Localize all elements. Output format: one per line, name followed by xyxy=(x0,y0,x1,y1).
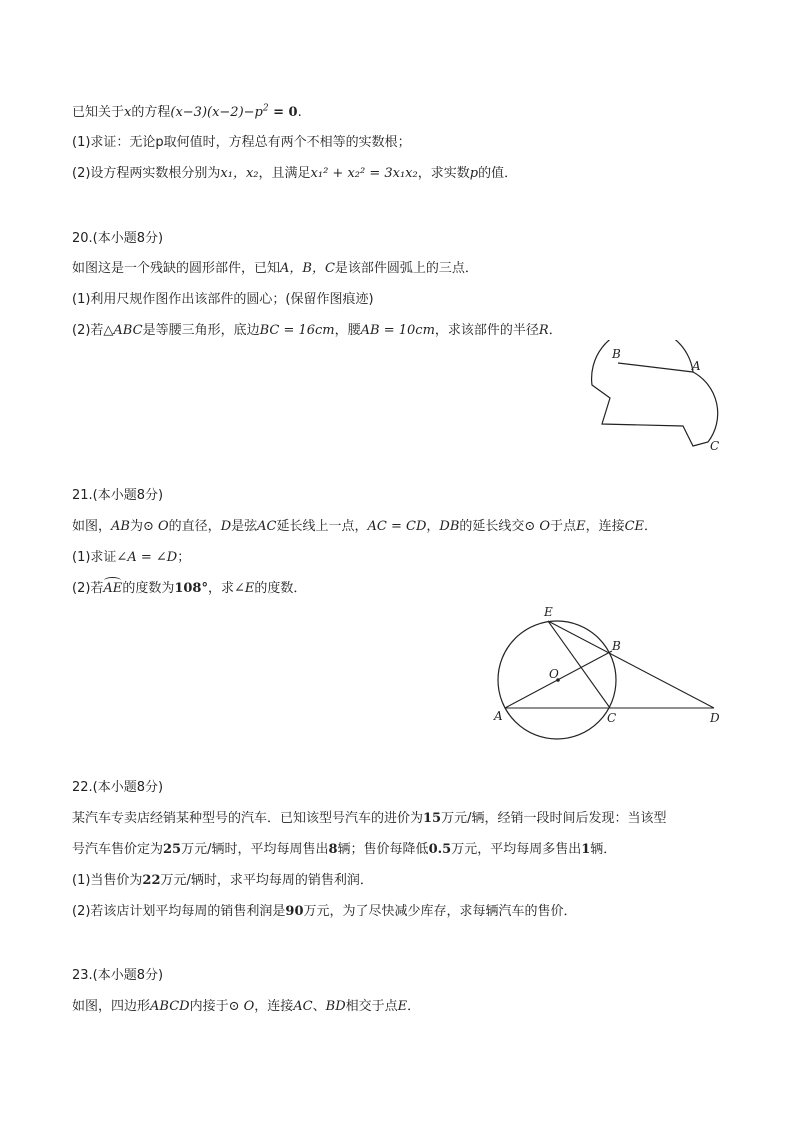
q23-quadrilateral: ABCD xyxy=(150,999,190,1014)
q21-text-c: 的直径， xyxy=(168,519,221,534)
q21-point-d: D xyxy=(220,519,232,534)
q19-stem-text-a: 已知关于 xyxy=(72,105,125,120)
q21-text-i: 于点 xyxy=(550,519,577,534)
q20-part2 xyxy=(72,322,562,340)
q20-stem-text-b: 是该部件圆弧上的三点． xyxy=(334,261,478,276)
q22-p1-text-b: 万元/辆时，求平均每周的销售利润． xyxy=(160,873,373,888)
q22-part2 xyxy=(72,903,577,921)
q20-part1: (1)利用尺规作图作出该部件的圆心；(保留作图痕迹) xyxy=(72,292,374,307)
q22-l1-text-a: 某汽车专卖店经销某种型号的汽车．已知该型号汽车的进价为 xyxy=(72,811,424,826)
q22-l2-text-c: 辆；售价每降低 xyxy=(337,842,429,857)
q19-equation: (x−3)(x−2)−p xyxy=(170,105,263,120)
q23-text-e: 相交于点 xyxy=(345,999,398,1014)
q21-db: DB xyxy=(439,519,460,534)
q19-p2-text-d: 的值． xyxy=(478,166,518,181)
q21-circle-o-2: ⊙ O xyxy=(524,519,551,534)
q21-chord-ec xyxy=(548,621,610,708)
q21-text-j: ，连接 xyxy=(585,519,625,534)
q21-label-e: E xyxy=(544,605,553,619)
q20-points: A，B，C xyxy=(280,261,335,276)
q21-text-a: 如图， xyxy=(72,519,112,534)
q21-p1-text-a: (1)求证 xyxy=(72,550,117,565)
q19-var-p: p xyxy=(469,166,479,181)
q20-label-c: C xyxy=(710,439,720,453)
q22-cost-price: 15 xyxy=(423,811,442,826)
q20-radius-var: R xyxy=(538,323,549,338)
q22-l2-text-a: 号汽车售价定为 xyxy=(72,842,164,857)
q21-text-g: ， xyxy=(426,519,440,534)
q20-chord-ab xyxy=(618,363,693,372)
q20-stem-text-a: 如图这是一个残缺的圆形部件，已知 xyxy=(72,261,281,276)
q22-p1-text-a: (1)当售价为 xyxy=(72,873,143,888)
q23-text-b: 内接于 xyxy=(189,999,229,1014)
q20-triangle: △ABC xyxy=(103,323,143,338)
q21-text-k: ． xyxy=(644,519,658,534)
q22-l1-text-b: 万元/辆，经销一段时间后发现：当该型 xyxy=(441,811,667,826)
q21-part1 xyxy=(72,549,190,567)
q19-exponent: 2 xyxy=(262,103,269,114)
q21-text-e: 是弦 xyxy=(231,519,258,534)
q22-l2-text-d: 万元，平均每周多售出 xyxy=(451,842,582,857)
q23-circle-o: ⊙ O xyxy=(228,999,255,1014)
q19-stem-text-b: 的方程 xyxy=(131,105,171,120)
q21-label-b: B xyxy=(612,639,621,653)
q19-roots: x₁，x₂ xyxy=(220,166,259,181)
q20-p2-text-d: ，求该部件的半径 xyxy=(434,323,539,338)
q22-p2-text-a: (2)若该店计划平均每周的销售利润是 xyxy=(72,904,286,919)
q23-text-a: 如图，四边形 xyxy=(72,999,151,1014)
q21-part2 xyxy=(72,580,306,598)
q21-arc-ae: AE xyxy=(103,581,123,596)
q21-p2-text-c: ，求 xyxy=(207,581,234,596)
q19-condition: x₁² + x₂² = 3x₁x₂ xyxy=(310,166,418,181)
q19-equation-rhs: = 0 xyxy=(268,105,298,120)
q19-p2-text-c: ，求实数 xyxy=(417,166,470,181)
q21-label-a: A xyxy=(494,709,503,723)
q19-part2 xyxy=(72,165,517,183)
q22-line1 xyxy=(72,810,667,828)
q21-text-f: 延长线上一点， xyxy=(276,519,368,534)
q21-point-e: E xyxy=(576,519,586,534)
q20-figure xyxy=(580,340,730,460)
q21-ce: CE xyxy=(624,519,645,534)
q21-ab: AB xyxy=(111,519,130,534)
q20-leg-length: AB = 10cm xyxy=(360,323,435,338)
q20-base-length: BC = 16cm xyxy=(259,323,335,338)
q20-p2-text-a: (2)若 xyxy=(72,323,104,338)
q22-l2-text-e: 辆． xyxy=(590,842,617,857)
q22-p2-profit: 90 xyxy=(285,904,304,919)
q22-l2-text-b: 万元/辆时，平均每周售出 xyxy=(181,842,329,857)
q20-stem xyxy=(72,260,478,278)
q23-text-d: 、 xyxy=(312,999,326,1014)
q21-equality: AC = CD xyxy=(367,519,427,534)
q23-heading: 23.(本小题8分) xyxy=(72,968,164,983)
q21-p2-text-b: 的度数为 xyxy=(122,581,175,596)
q22-weekly-sales: 8 xyxy=(328,842,338,857)
q21-circle-o: ⊙ O xyxy=(142,519,169,534)
q21-p1-angles: ∠A = ∠D xyxy=(116,550,178,565)
q22-sale-price: 25 xyxy=(163,842,182,857)
q21-p1-text-b: ； xyxy=(177,550,191,565)
q20-p2-text-c: ，腰 xyxy=(334,323,361,338)
q22-part1 xyxy=(72,872,373,890)
q19-var-x: x xyxy=(124,105,132,120)
q20-label-b: B xyxy=(612,347,621,361)
q21-figure xyxy=(488,600,728,745)
q22-p1-price: 22 xyxy=(142,873,161,888)
q21-degree: 108° xyxy=(174,581,208,596)
q23-bd: BD xyxy=(325,999,346,1014)
q23-text-c: ，连接 xyxy=(254,999,294,1014)
q21-chord-ac: AC xyxy=(257,519,277,534)
q20-label-a: A xyxy=(692,359,701,373)
q23-ac: AC xyxy=(293,999,313,1014)
q19-p2-text-a: (2)设方程两实数根分别为 xyxy=(72,166,221,181)
q21-label-c: C xyxy=(607,711,617,725)
q21-text-h: 的延长线交 xyxy=(459,519,525,534)
q21-stem xyxy=(72,518,657,536)
q21-text-b: 为 xyxy=(129,519,143,534)
q23-text-f: ． xyxy=(407,999,421,1014)
q20-p2-text-b: 是等腰三角形，底边 xyxy=(142,323,260,338)
q22-extra-sales: 1 xyxy=(581,842,591,857)
q23-stem xyxy=(72,998,420,1016)
q19-stem-end: . xyxy=(297,105,302,120)
q21-label-o: O xyxy=(549,667,559,681)
q20-broken-part-outline xyxy=(592,340,718,446)
q22-line2 xyxy=(72,841,616,859)
q19-p2-text-b: ，且满足 xyxy=(258,166,311,181)
q22-p2-text-b: 万元，为了尽快减少库存，求每辆汽车的售价． xyxy=(303,904,577,919)
q21-label-d: D xyxy=(710,711,720,725)
q21-p2-text-a: (2)若 xyxy=(72,581,104,596)
q23-point-e: E xyxy=(397,999,408,1014)
q20-heading: 20.(本小题8分) xyxy=(72,231,164,246)
q21-angle-e: ∠E xyxy=(233,581,255,596)
q22-heading: 22.(本小题8分) xyxy=(72,780,164,795)
q20-p2-text-e: ． xyxy=(548,323,562,338)
q21-p2-text-d: 的度数． xyxy=(254,581,307,596)
q21-line-ed xyxy=(548,621,714,708)
q21-heading: 21.(本小题8分) xyxy=(72,488,164,503)
q19-stem xyxy=(72,104,302,122)
q22-price-drop: 0.5 xyxy=(428,842,452,857)
q19-part1: (1)求证：无论p取何值时，方程总有两个不相等的实数根； xyxy=(72,135,411,150)
